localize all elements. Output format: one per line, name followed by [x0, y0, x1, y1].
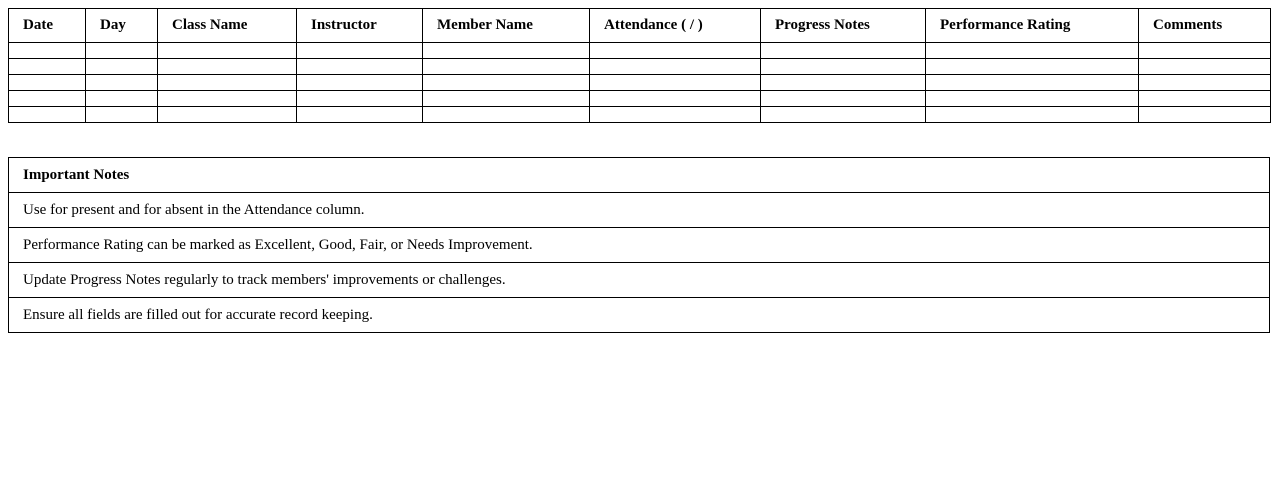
note-row — [9, 298, 1270, 333]
cell-comments[interactable] — [1139, 75, 1271, 91]
cell-performance-rating[interactable] — [926, 59, 1139, 75]
cell-class-name[interactable] — [158, 75, 297, 91]
cell-member-name[interactable] — [423, 59, 590, 75]
cell-attendance[interactable] — [590, 107, 761, 123]
column-header-performance-rating: Performance Rating — [926, 9, 1139, 43]
cell-day[interactable] — [86, 75, 158, 91]
note-item: Update Progress Notes regularly to track members' improvements or challenges. — [9, 263, 1270, 298]
notes-heading-row — [9, 158, 1270, 193]
cell-member-name[interactable] — [423, 43, 590, 59]
cell-attendance[interactable] — [590, 59, 761, 75]
cell-performance-rating[interactable] — [926, 91, 1139, 107]
cell-performance-rating[interactable] — [926, 107, 1139, 123]
cell-comments[interactable] — [1139, 91, 1271, 107]
cell-instructor[interactable] — [297, 91, 423, 107]
cell-class-name[interactable] — [158, 59, 297, 75]
cell-class-name[interactable] — [158, 107, 297, 123]
notes-heading: Important Notes — [9, 158, 1270, 193]
column-header-attendance: Attendance ( / ) — [590, 9, 761, 43]
cell-attendance[interactable] — [590, 91, 761, 107]
column-header-progress-notes: Progress Notes — [761, 9, 926, 43]
cell-date[interactable] — [9, 59, 86, 75]
cell-instructor[interactable] — [297, 107, 423, 123]
cell-date[interactable] — [9, 107, 86, 123]
table-header-row — [9, 9, 1271, 43]
cell-performance-rating[interactable] — [926, 43, 1139, 59]
note-item: Ensure all fields are filled out for accurate record keeping. — [9, 298, 1270, 333]
cell-attendance[interactable] — [590, 43, 761, 59]
note-item: Use for present and for absent in the Attendance column. — [9, 193, 1270, 228]
note-row — [9, 193, 1270, 228]
cell-progress-notes[interactable] — [761, 43, 926, 59]
cell-performance-rating[interactable] — [926, 75, 1139, 91]
note-row — [9, 263, 1270, 298]
column-header-comments: Comments — [1139, 9, 1271, 43]
cell-day[interactable] — [86, 107, 158, 123]
important-notes-table — [8, 157, 1270, 333]
cell-instructor[interactable] — [297, 59, 423, 75]
cell-day[interactable] — [86, 91, 158, 107]
note-row — [9, 228, 1270, 263]
column-header-day: Day — [86, 9, 158, 43]
column-header-member-name: Member Name — [423, 9, 590, 43]
column-header-class-name: Class Name — [158, 9, 297, 43]
table-row — [9, 59, 1271, 75]
cell-instructor[interactable] — [297, 43, 423, 59]
table-row — [9, 43, 1271, 59]
cell-day[interactable] — [86, 43, 158, 59]
cell-member-name[interactable] — [423, 107, 590, 123]
cell-comments[interactable] — [1139, 43, 1271, 59]
column-header-instructor: Instructor — [297, 9, 423, 43]
cell-attendance[interactable] — [590, 75, 761, 91]
cell-class-name[interactable] — [158, 43, 297, 59]
note-item: Performance Rating can be marked as Excellent, Good, Fair, or Needs Improvement. — [9, 228, 1270, 263]
cell-member-name[interactable] — [423, 91, 590, 107]
cell-date[interactable] — [9, 91, 86, 107]
attendance-tracker-table — [8, 8, 1271, 123]
column-header-date: Date — [9, 9, 86, 43]
cell-instructor[interactable] — [297, 75, 423, 91]
table-row — [9, 91, 1271, 107]
cell-member-name[interactable] — [423, 75, 590, 91]
cell-progress-notes[interactable] — [761, 75, 926, 91]
cell-date[interactable] — [9, 43, 86, 59]
cell-comments[interactable] — [1139, 107, 1271, 123]
cell-comments[interactable] — [1139, 59, 1271, 75]
table-body — [9, 43, 1271, 123]
cell-progress-notes[interactable] — [761, 107, 926, 123]
table-row — [9, 75, 1271, 91]
cell-day[interactable] — [86, 59, 158, 75]
cell-progress-notes[interactable] — [761, 91, 926, 107]
cell-date[interactable] — [9, 75, 86, 91]
cell-progress-notes[interactable] — [761, 59, 926, 75]
cell-class-name[interactable] — [158, 91, 297, 107]
table-row — [9, 107, 1271, 123]
